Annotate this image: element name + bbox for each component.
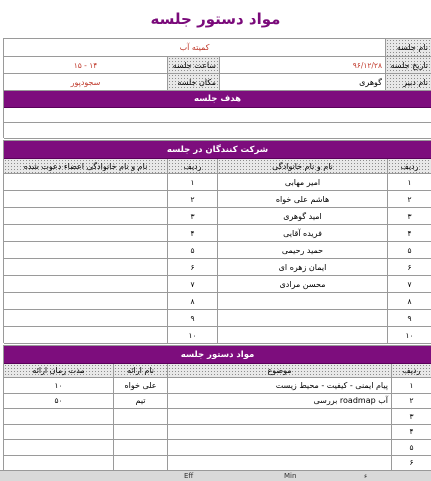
agenda-topic[interactable]: [168, 425, 392, 441]
agenda-row: [4, 425, 431, 441]
invited-index: ۴: [168, 225, 218, 242]
agenda-presenter[interactable]: تیم: [114, 394, 168, 410]
agenda-presenter[interactable]: [114, 425, 168, 441]
participant-index: ۴: [388, 225, 431, 242]
participants-heading: شرکت کنندگان در جلسه: [4, 141, 431, 159]
participant-index: ۸: [388, 293, 431, 310]
participant-name[interactable]: فریده آقایی: [218, 225, 388, 242]
agenda-duration[interactable]: [4, 456, 114, 472]
agenda-index: ۵: [392, 440, 431, 456]
invited-name[interactable]: [4, 191, 168, 208]
participant-index: ۳: [388, 208, 431, 225]
participants-col-invited: نام و نام خانوادگی اعضاء دعوت شده: [4, 159, 168, 174]
agenda-duration[interactable]: ۵۰: [4, 394, 114, 410]
agenda-duration[interactable]: [4, 440, 114, 456]
participant-row: [4, 276, 431, 293]
agenda-col-row: ردیف: [392, 364, 431, 378]
sheet-tab-2[interactable]: Min: [284, 472, 297, 480]
participant-index: ۹: [388, 310, 431, 327]
agenda-row: [4, 409, 431, 425]
invited-index: ۶: [168, 259, 218, 276]
agenda-topic[interactable]: پیام ایمنی - کیفیت - محیط زیست: [168, 378, 392, 394]
agenda-row: [4, 394, 431, 410]
invited-index: ۲: [168, 191, 218, 208]
participant-name[interactable]: ایمان زهره ای: [218, 259, 388, 276]
participant-row: [4, 242, 431, 259]
agenda-index: ۳: [392, 409, 431, 425]
agenda-index: ۲: [392, 394, 431, 410]
invited-index: ۳: [168, 208, 218, 225]
secretary-label: نام دبیر: [386, 74, 431, 92]
agenda-row: [4, 456, 431, 472]
session-name-value[interactable]: کمیته آب: [4, 39, 386, 57]
invited-index: ۸: [168, 293, 218, 310]
time-label: ساعت جلسه: [168, 57, 220, 74]
participant-index: ۵: [388, 242, 431, 259]
agenda-topic[interactable]: [168, 456, 392, 472]
agenda-index: ۱: [392, 378, 431, 394]
invited-name[interactable]: [4, 225, 168, 242]
agenda-heading: مواد دستور جلسه: [4, 346, 431, 364]
participants-col-row2: ردیف: [168, 159, 218, 174]
invited-index: ۷: [168, 276, 218, 293]
participant-index: ۲: [388, 191, 431, 208]
invited-name[interactable]: [4, 174, 168, 191]
agenda-col-presenter: نام ارائه: [114, 364, 168, 378]
participant-name[interactable]: [218, 310, 388, 327]
agenda-table: [3, 345, 431, 470]
agenda-row: [4, 440, 431, 456]
participant-name[interactable]: محسن مرادی: [218, 276, 388, 293]
participants-table: [3, 140, 431, 343]
participant-index: ۱۰: [388, 327, 431, 344]
agenda-topic[interactable]: [168, 440, 392, 456]
invited-name[interactable]: [4, 293, 168, 310]
agenda-index: ۶: [392, 456, 431, 472]
participant-name[interactable]: امیر مهابی: [218, 174, 388, 191]
participants-col-name: نام و نام خانوادگی: [218, 159, 388, 174]
agenda-topic[interactable]: بررسی roadmap آب: [168, 394, 392, 410]
date-label: تاریخ جلسه: [386, 57, 431, 74]
participant-row: [4, 174, 431, 191]
participant-index: ۶: [388, 259, 431, 276]
participant-name[interactable]: حمید رحیمی: [218, 242, 388, 259]
invited-name[interactable]: [4, 242, 168, 259]
sheet-tab-1[interactable]: Eff: [184, 472, 194, 480]
agenda-presenter[interactable]: [114, 456, 168, 472]
invited-name[interactable]: [4, 276, 168, 293]
agenda-index: ۴: [392, 425, 431, 441]
participant-name[interactable]: هاشم علی خواه: [218, 191, 388, 208]
invited-name[interactable]: [4, 259, 168, 276]
participant-index: ۷: [388, 276, 431, 293]
invited-index: ۹: [168, 310, 218, 327]
participant-row: [4, 327, 431, 344]
participant-name[interactable]: [218, 293, 388, 310]
place-value[interactable]: سجودپور: [4, 74, 168, 92]
participants-rows: [4, 174, 431, 344]
goal-line-2[interactable]: [4, 123, 431, 139]
invited-name[interactable]: [4, 208, 168, 225]
participant-row: [4, 225, 431, 242]
agenda-rows: [4, 378, 431, 471]
session-name-label: نام جلسه: [386, 39, 431, 57]
session-info-table: [3, 38, 431, 91]
invited-name[interactable]: [4, 310, 168, 327]
agenda-presenter[interactable]: علی خواه: [114, 378, 168, 394]
sheet-tab-3[interactable]: ء: [364, 472, 368, 480]
participant-name[interactable]: امید گوهری: [218, 208, 388, 225]
page-title: مواد دستور جلسه: [150, 10, 281, 28]
invited-index: ۱۰: [168, 327, 218, 344]
invited-index: ۱: [168, 174, 218, 191]
participant-row: [4, 310, 431, 327]
goal-section: [3, 90, 431, 138]
invited-name[interactable]: [4, 327, 168, 344]
goal-line-1[interactable]: [4, 108, 431, 123]
secretary-value[interactable]: گوهری: [220, 74, 386, 92]
agenda-col-topic: موضوع: [168, 364, 392, 378]
agenda-duration[interactable]: [4, 409, 114, 425]
sheet-tab-bar: [0, 470, 431, 481]
participants-col-row: ردیف: [388, 159, 431, 174]
invited-index: ۵: [168, 242, 218, 259]
agenda-presenter[interactable]: [114, 440, 168, 456]
agenda-duration[interactable]: [4, 425, 114, 441]
participant-row: [4, 191, 431, 208]
participant-row: [4, 293, 431, 310]
agenda-presenter[interactable]: [114, 409, 168, 425]
date-value[interactable]: ۹۶/۱۲/۲۸: [220, 57, 386, 74]
agenda-row: [4, 378, 431, 394]
participant-index: ۱: [388, 174, 431, 191]
time-value[interactable]: ۱۵ - ۱۴: [4, 57, 168, 74]
participant-row: [4, 259, 431, 276]
goal-heading: هدف جلسه: [4, 91, 431, 108]
participant-name[interactable]: [218, 327, 388, 344]
agenda-col-duration: مدت زمان ارائه: [4, 364, 114, 378]
participant-row: [4, 208, 431, 225]
agenda-topic[interactable]: [168, 409, 392, 425]
agenda-duration[interactable]: ۱۰: [4, 378, 114, 394]
place-label: مکان جلسه: [168, 74, 220, 92]
